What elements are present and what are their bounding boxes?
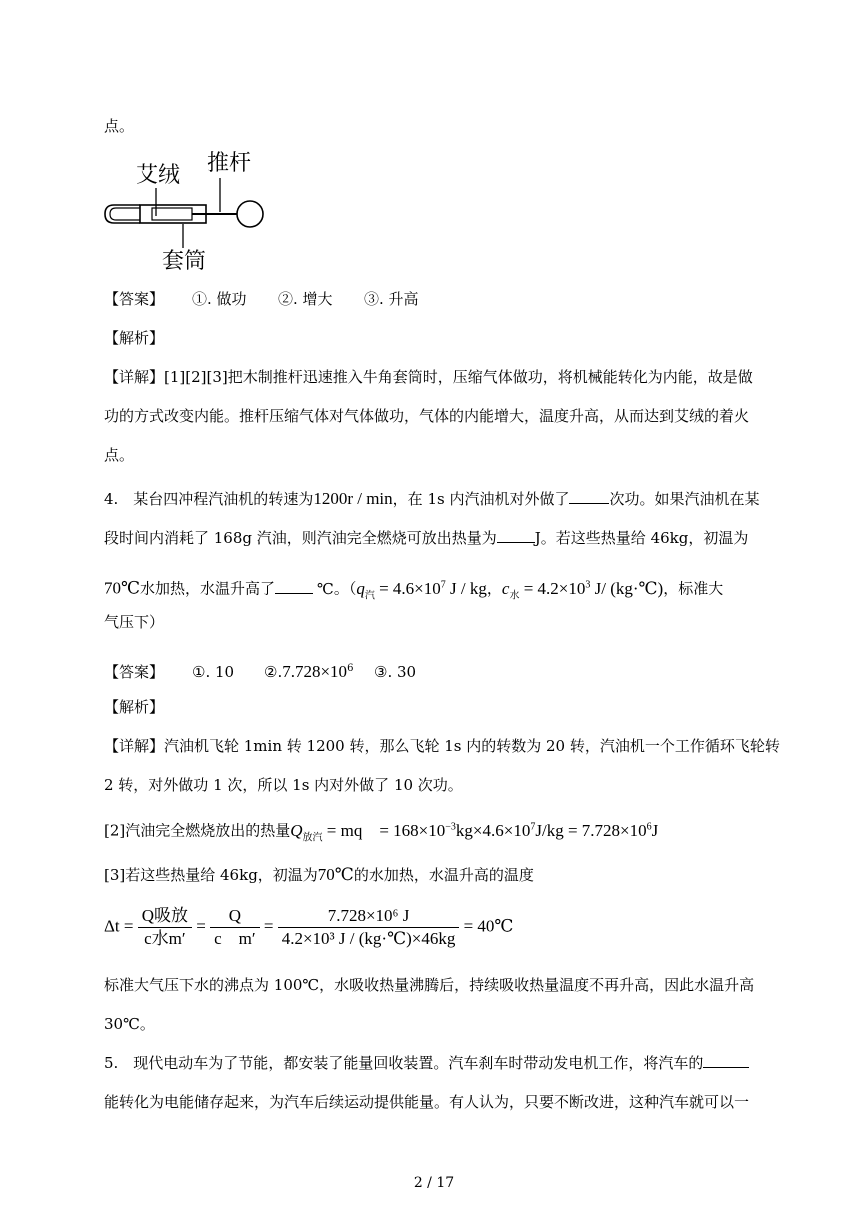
answer-blank [497,528,535,543]
heat-value-formula: $q_汽 = 4.6\times 10^7$ J / kg [356,578,487,602]
q3-analysis-label: 【解析】 [104,329,165,347]
q4-answer: 【答案】 ①. 10 $②.7.728\times 10^6$ ③. 30 [104,662,417,681]
figure-label-sleeve: 套筒 [162,249,207,273]
q4-detail-temp: [3]若这些热量给 46kg，初温为70℃的水加热，水温升高的温度 [104,865,534,884]
answer-blank [275,579,313,594]
initial-temp: 70℃ [104,578,141,598]
q4-analysis-label: 【解析】 [104,698,165,716]
q4-detail-line: 30℃。 [104,1015,155,1033]
q4-stem-line4: 气压下） [104,613,165,631]
q4-detail-line: 【详解】汽油机飞轮 1min 转 1200 转，那么飞轮 1s 内的转数为 20 转，汽油机一个工作循环飞轮转 [104,737,780,755]
figure-label-moxa: 艾绒 [136,163,181,188]
answer-blank [703,1053,749,1068]
q4-stem-line1: 4. 某台四冲程汽油机的转速为1200r / min，在 1s 内汽油机对外做了 次功。如果汽油机在某 [104,489,760,508]
q3-detail-line: 【详解】[1][2][3]把木制推杆迅速推入牛角套筒时，压缩气体做功，将机械能转化为内能，故是做 [104,368,753,386]
continued-text: 点。 [104,117,135,135]
q5-stem-line2: 能转化为电能储存起来，为汽车后续运动提供能量。有人认为，只要不断改进，这种汽车就可以一 [104,1093,750,1111]
speed-value: 1200r / min [313,489,393,508]
moxa-igniter-figure [100,148,275,273]
q3-detail-line: 功的方式改变内能。推杆压缩气体对气体做功，气体的内能增大，温度升高，从而达到艾绒的着火 [104,407,750,425]
q3-detail-line: 点。 [104,446,135,464]
answer-label: 【答案】 [104,290,165,308]
q4-detail-line: 标准大气压下水的沸点为 100℃，水吸收热量沸腾后，持续吸收热量温度不再升高，因此水温升高 [104,976,755,994]
answer-1: ①. 做功 [192,290,247,308]
answer-blank [569,489,609,504]
figure-label-rod: 推杆 [207,151,252,176]
q4-detail-heat: [2]汽油完全燃烧放出的热量$Q_{放汽}$ = mq = $168\times 10^{-3}kg\times 4.6\times 10^7J/kg = 7.728\times 10^6J$ [104,820,659,844]
specific-heat-formula: $c_水 = 4.2\times 10^3$ J/ (kg·℃) [501,578,664,602]
q3-answer [104,289,419,309]
q4-stem-line3: 70℃水加热，水温升高了 ℃。（$q_汽 = 4.6\times 10^7$ J / kg，$c_水 = 4.2\times 10^3$ J/ (kg·℃)，标准大 [104,578,724,602]
temperature-rise-equation: Δt = $\frac{\text{Q吸放}}{\text{c水m′}}$ = $\frac{Q}{\text{c m′}}$ = $\frac{\text{7.728×10⁶ J}}{\text{4.2×10³ J / (kg·℃)×46kg}}$ = 40℃ [104,906,514,948]
q5-stem-line1: 5. 现代电动车为了节能，都安装了能量回收装置。汽车刹车时带动发电机工作，将汽车的 [104,1053,749,1073]
q4-stem-line2: 段时间内消耗了 168g 汽油，则汽油完全燃烧可放出热量为 J。若这些热量给 46kg，初温为 [104,529,749,547]
page-number: 2 / 17 [413,1175,455,1191]
answer-2: ②. 增大 [278,290,333,308]
answer-3: ③. 升高 [364,290,419,308]
q4-detail-line: 2 转，对外做功 1 次，所以 1s 内对外做了 10 次功。 [104,776,463,794]
